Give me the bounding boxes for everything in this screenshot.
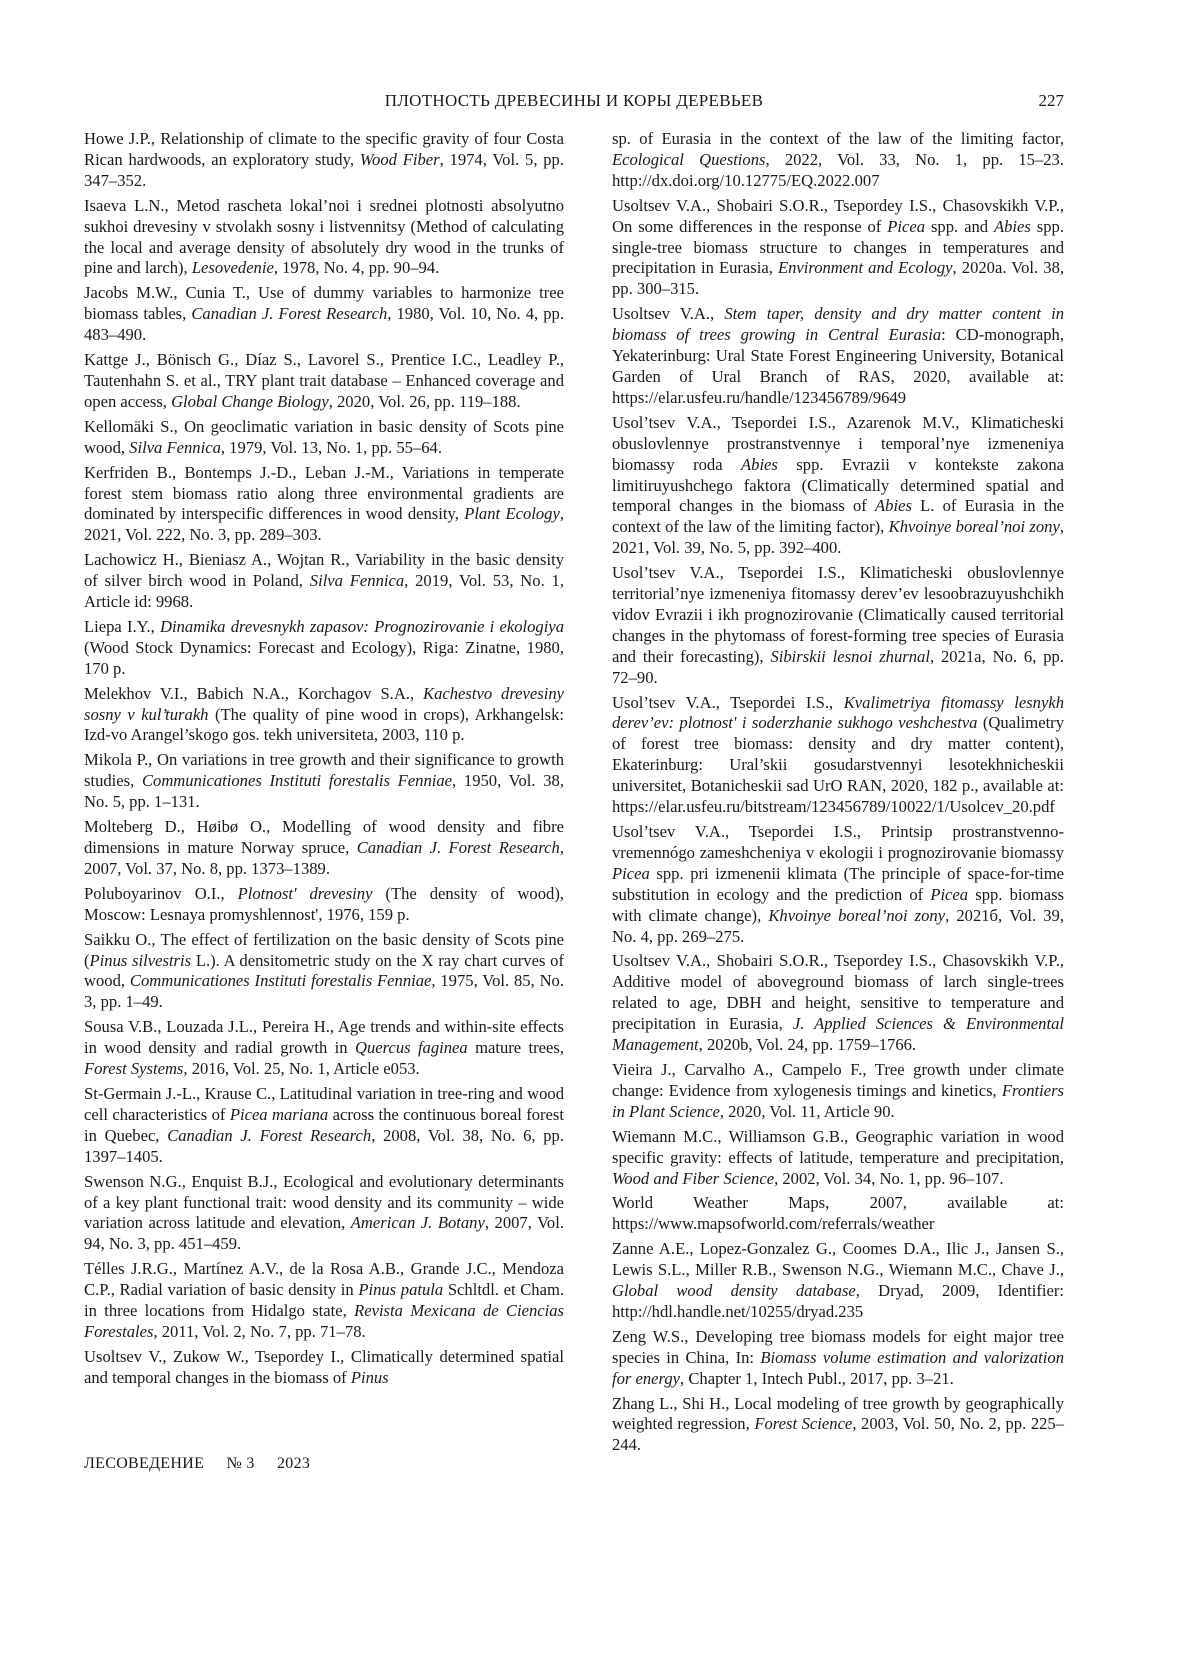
reference-italic-text: Forest Science bbox=[754, 1414, 852, 1433]
reference-text: , 2002, Vol. 34, No. 1, pp. 96–107. bbox=[774, 1169, 1003, 1188]
reference-text: Usol’tsev V.A., Tsepordei I.S., Azarenok M.V., Klimaticheski obuslovlennye prostranstvennye i temporal’nye izmeneniya biomassy roda bbox=[612, 413, 1064, 474]
reference-text: Usoltsev V., Zukow W., Tsepordey I., Climatically determined spatial and temporal changes in the biomass of bbox=[84, 1347, 564, 1387]
reference-text: across the continuous boreal forest in Quebec, bbox=[84, 1105, 564, 1145]
reference-entry bbox=[84, 463, 564, 547]
reference-text: Liepa I.Y., bbox=[84, 617, 160, 636]
reference-italic-text: Abies bbox=[741, 455, 778, 474]
reference-italic-text: Communicationes Instituti forestalis Fenniae bbox=[142, 771, 452, 790]
reference-entry bbox=[612, 693, 1064, 818]
reference-text: : CD-monograph, Yekaterinburg: Ural State Forest Engineering University, Botanical Garden of Ural Branch of RAS, 2020, available at: https://elar.usfeu.ru/handle/123456789/9649 bbox=[612, 325, 1064, 407]
reference-text: sp. of Eurasia in the context of the law of the limiting factor, bbox=[612, 129, 1064, 148]
reference-text: L. of Eurasia in the context of the law of the limiting factor), bbox=[612, 496, 1064, 536]
reference-text: mature trees, bbox=[468, 1038, 564, 1057]
reference-text: , 2020a. Vol. 38, pp. 300–315. bbox=[612, 258, 1064, 298]
reference-italic-text: Plotnost' drevesiny bbox=[238, 884, 373, 903]
reference-italic-text: Picea bbox=[887, 217, 925, 236]
reference-text: Zhang L., Shi H., Local modeling of tree growth by geographically weighted regression, bbox=[612, 1394, 1064, 1434]
footer bbox=[84, 1455, 328, 1473]
reference-text: spp. Evrazii v kontekste zakona limitiruyushchego faktora (Climatically determined spatial and temporal changes in the biomass of bbox=[612, 455, 1064, 516]
reference-text: Kattge J., Bönisch G., Díaz S., Lavorel S., Prentice I.C., Leadley P., Tautenhahn S. et al., TRY plant trait database – Enhanced coverage and open access, bbox=[84, 350, 564, 411]
running-title: ПЛОТНОСТЬ ДРЕВЕСИНЫ И КОРЫ ДЕРЕВЬЕВ bbox=[84, 91, 1064, 111]
reference-text: Télles J.R.G., Martínez A.V., de la Rosa A.B., Grande J.C., Mendoza C.P., Radial variation of basic density in bbox=[84, 1259, 564, 1299]
reference-text: spp. and bbox=[925, 217, 994, 236]
reference-entry bbox=[84, 684, 564, 747]
reference-text: , 2022, Vol. 33, No. 1, pp. 15–23. http://dx.doi.org/10.12775/EQ.2022.007 bbox=[612, 150, 1064, 190]
reference-text: , 2007, Vol. 37, No. 8, pp. 1373–1389. bbox=[84, 838, 564, 878]
reference-text: , 2020, Vol. 26, pp. 119–188. bbox=[329, 392, 521, 411]
reference-entry bbox=[84, 1259, 564, 1343]
reference-italic-text: Plant Ecology bbox=[464, 504, 560, 523]
reference-italic-text: Wood and Fiber Science bbox=[612, 1169, 774, 1188]
reference-text: , 2021, Vol. 222, No. 3, pp. 289–303. bbox=[84, 504, 564, 544]
reference-entry bbox=[612, 1193, 1064, 1235]
reference-text: , 1980, Vol. 10, No. 4, pp. 483–490. bbox=[84, 304, 564, 344]
reference-text: Usoltsev V.A., bbox=[612, 304, 724, 323]
reference-text: , 2011, Vol. 2, No. 7, pp. 71–78. bbox=[153, 1322, 365, 1341]
reference-text: Jacobs M.W., Cunia T., Use of dummy variables to harmonize tree biomass tables, bbox=[84, 283, 564, 323]
reference-italic-text: Silva Fennica bbox=[129, 438, 221, 457]
page-number: 227 bbox=[1039, 91, 1065, 111]
reference-entry bbox=[84, 1347, 564, 1389]
reference-italic-text: Biomass volume estimation and valorization for energy bbox=[612, 1348, 1064, 1388]
reference-text: Usoltsev V.A., Shobairi S.O.R., Tsepordey I.S., Chasovskikh V.P., On some differences in the response of bbox=[612, 196, 1064, 236]
reference-entry bbox=[84, 617, 564, 680]
reference-text: Schltdl. et Cham. in three locations from Hidalgo state, bbox=[84, 1280, 564, 1320]
reference-text: Zeng W.S., Developing tree biomass models for eight major tree species in China, In: bbox=[612, 1327, 1064, 1367]
reference-text: , 2019, Vol. 53, No. 1, Article id: 9968. bbox=[84, 571, 564, 611]
reference-italic-text: Ecological Questions bbox=[612, 150, 765, 169]
reference-italic-text: Wood Fiber bbox=[360, 150, 440, 169]
reference-text: World Weather Maps, 2007, available at: https://www.mapsofworld.com/referrals/weather bbox=[612, 1193, 1064, 1233]
reference-italic-text: Global Change Biology bbox=[171, 392, 329, 411]
reference-text: Molteberg D., Høibø O., Modelling of wood density and fibre dimensions in mature Norway spruce, bbox=[84, 817, 564, 857]
journal-issue: № 3 bbox=[226, 1455, 254, 1472]
reference-italic-text: Frontiers in Plant Science bbox=[612, 1081, 1064, 1121]
reference-entry bbox=[612, 413, 1064, 559]
reference-entry bbox=[612, 1127, 1064, 1190]
reference-text: (Wood Stock Dynamics: Forecast and Ecology), Riga: Zinatne, 1980, 170 p. bbox=[84, 638, 564, 678]
reference-text: Poluboyarinov O.I., bbox=[84, 884, 238, 903]
reference-entry bbox=[84, 1172, 564, 1256]
reference-entry bbox=[84, 1017, 564, 1080]
reference-text: , 2008, Vol. 38, No. 6, pp. 1397–1405. bbox=[84, 1126, 564, 1166]
reference-text: , 1979, Vol. 13, No. 1, pp. 55–64. bbox=[221, 438, 442, 457]
reference-italic-text: Pinus silvestris bbox=[90, 951, 192, 970]
reference-italic-text: Pinus bbox=[351, 1368, 389, 1387]
reference-italic-text: Abies bbox=[875, 496, 912, 515]
reference-entry bbox=[84, 884, 564, 926]
references-right-column bbox=[612, 129, 1064, 1460]
reference-text: , 2020b, Vol. 24, pp. 1759–1766. bbox=[699, 1035, 916, 1054]
reference-text: Usol’tsev V.A., Tsepordei I.S., bbox=[612, 693, 844, 712]
reference-italic-text: Kvalimetriya fitomassy lesnykh derev’ev: plotnost' i soderzhanie sukhogo veshchestva bbox=[612, 693, 1064, 733]
reference-text: Usol’tsev V.A., Tsepordei I.S., Printsip prostranstvenno-vremennógo zameshcheniya v ekologii i prognozirovanie biomassy bbox=[612, 822, 1064, 862]
reference-entry bbox=[612, 1327, 1064, 1390]
reference-entry bbox=[612, 304, 1064, 409]
reference-text: , 1950, Vol. 38, No. 5, pp. 1–131. bbox=[84, 771, 564, 811]
journal-year: 2023 bbox=[277, 1455, 310, 1472]
reference-text: , 2021б, Vol. 39, No. 4, pp. 269–275. bbox=[612, 906, 1064, 946]
reference-entry bbox=[84, 750, 564, 813]
reference-entry bbox=[612, 1060, 1064, 1123]
reference-entry bbox=[612, 1394, 1064, 1457]
reference-text: Vieira J., Carvalho A., Campelo F., Tree growth under climate change: Evidence from xylogenesis timings and kinetics, bbox=[612, 1060, 1064, 1100]
reference-text: St-Germain J.-L., Krause C., Latitudinal variation in tree-ring and wood cell characteristics of bbox=[84, 1084, 564, 1124]
reference-text: Swenson N.G., Enquist B.J., Ecological and evolutionary determinants of a key plant functional trait: wood density and its community – wide variation across latitude and elevation, bbox=[84, 1172, 564, 1233]
reference-italic-text: American J. Botany bbox=[351, 1213, 485, 1232]
reference-text: , 2007, Vol. 94, No. 3, pp. 451–459. bbox=[84, 1213, 564, 1253]
reference-text: L.). A densitometric study on the X ray chart curves of wood, bbox=[84, 951, 564, 991]
reference-entry bbox=[84, 817, 564, 880]
reference-text: Saikku O., The effect of fertilization on the basic density of Scots pine ( bbox=[84, 930, 564, 970]
reference-text: Mikola P., On variations in tree growth and their significance to growth studies, bbox=[84, 750, 564, 790]
journal-name: ЛЕСОВЕДЕНИЕ bbox=[84, 1455, 204, 1472]
reference-text: (The density of wood), Moscow: Lesnaya promyshlennost', 1976, 159 p. bbox=[84, 884, 564, 924]
reference-text: , 1974, Vol. 5, pp. 347–352. bbox=[84, 150, 564, 190]
reference-italic-text: Canadian J. Forest Research bbox=[191, 304, 387, 323]
reference-entry bbox=[84, 550, 564, 613]
reference-italic-text: Picea bbox=[612, 864, 650, 883]
reference-entry bbox=[84, 930, 564, 1014]
reference-text: , 1978, No. 4, pp. 90–94. bbox=[274, 258, 439, 277]
reference-italic-text: Canadian J. Forest Research bbox=[167, 1126, 371, 1145]
reference-text: , Chapter 1, Intech Publ., 2017, pp. 3–21. bbox=[680, 1369, 954, 1388]
reference-entry bbox=[612, 129, 1064, 192]
reference-text: Kellomäki S., On geoclimatic variation in basic density of Scots pine wood, bbox=[84, 417, 564, 457]
reference-text: Howe J.P., Relationship of climate to the specific gravity of four Costa Rican hardwoods, an exploratory study, bbox=[84, 129, 564, 169]
reference-text: spp. biomass with climate change), bbox=[612, 885, 1064, 925]
reference-text: , Dryad, 2009, Identifier: http://hdl.handle.net/10255/dryad.235 bbox=[612, 1281, 1064, 1321]
reference-entry bbox=[84, 1084, 564, 1168]
reference-entry bbox=[84, 417, 564, 459]
reference-italic-text: J. Applied Sciences & Environmental Management bbox=[612, 1014, 1064, 1054]
reference-text: , 2020, Vol. 11, Article 90. bbox=[720, 1102, 895, 1121]
reference-entry bbox=[612, 1239, 1064, 1323]
reference-text: spp. pri izmenenii klimata (The principle of space-for-time substitution in ecology and the prediction of bbox=[612, 864, 1064, 904]
reference-text: , 1975, Vol. 85, No. 3, pp. 1–49. bbox=[84, 971, 564, 1011]
reference-text: , 2021, Vol. 39, No. 5, pp. 392–400. bbox=[612, 517, 1064, 557]
reference-entry bbox=[612, 196, 1064, 301]
reference-italic-text: Quercus faginea bbox=[355, 1038, 468, 1057]
reference-italic-text: Silva Fennica bbox=[310, 571, 404, 590]
reference-text: , 2003, Vol. 50, No. 2, pp. 225–244. bbox=[612, 1414, 1064, 1454]
reference-entry bbox=[84, 129, 564, 192]
reference-italic-text: Stem taper, density and dry matter content in biomass of trees growing in Central Eurasia bbox=[612, 304, 1064, 344]
running-head bbox=[84, 91, 1064, 115]
reference-text: Isaeva L.N., Metod rascheta lokal’noi i srednei plotnosti absolyutno sukhoi drevesiny v stvolakh sosny i listvennitsy (Method of calculating the local and average density of absolutely dry wood in the trunks of pine and larch), bbox=[84, 196, 564, 278]
reference-italic-text: Global wood density database bbox=[612, 1281, 856, 1300]
references-left-column bbox=[84, 129, 564, 1393]
reference-text: , 2021a, No. 6, pp. 72–90. bbox=[612, 647, 1064, 687]
reference-entry bbox=[84, 283, 564, 346]
reference-entry bbox=[612, 822, 1064, 947]
reference-entry bbox=[612, 563, 1064, 688]
reference-italic-text: Kachestvo drevesiny sosny v kul’turakh bbox=[84, 684, 564, 724]
reference-entry bbox=[84, 350, 564, 413]
reference-italic-text: Khvoinye boreal’noi zony bbox=[889, 517, 1060, 536]
reference-italic-text: Khvoinye boreal’noi zony bbox=[768, 906, 945, 925]
reference-italic-text: Pinus patula bbox=[358, 1280, 443, 1299]
reference-text: , 2016, Vol. 25, No. 1, Article e053. bbox=[183, 1059, 419, 1078]
reference-text: Lachowicz H., Bieniasz A., Wojtan R., Variability in the basic density of silver birch wood in Poland, bbox=[84, 550, 564, 590]
reference-italic-text: Environment and Ecology bbox=[778, 258, 953, 277]
reference-text: Kerfriden B., Bontemps J.-D., Leban J.-M., Variations in temperate forest stem biomass ratio along three environmental gradients are dominated by interspecific differences in wood density, bbox=[84, 463, 564, 524]
reference-text: Usoltsev V.A., Shobairi S.O.R., Tsepordey I.S., Chasovskikh V.P., Additive model of aboveground biomass of larch single-trees related to age, DBH and height, sensitive to temperature and precipitation in Eurasia, bbox=[612, 951, 1064, 1033]
reference-text: Sousa V.B., Louzada J.L., Pereira H., Age trends and within-site effects in wood density and radial growth in bbox=[84, 1017, 564, 1057]
reference-text: (Qualimetry of forest tree biomass: density and dry matter content), Ekaterinburg: Ural’skii gosudarstvennyi lesotekhnicheskii universitet, Botanicheskii sad UrO RAN, 2020, 182 p., available at: https://elar.usfeu.ru/bitstream/123456789/10022/1/Usolcev_20.pdf bbox=[612, 713, 1064, 816]
reference-italic-text: Lesovedenie bbox=[192, 258, 274, 277]
reference-entry bbox=[84, 196, 564, 280]
reference-text: Wiemann M.C., Williamson G.B., Geographic variation in wood specific gravity: effects of latitude, temperature and precipitation, bbox=[612, 1127, 1064, 1167]
reference-text: Zanne A.E., Lopez-Gonzalez G., Coomes D.A., Ilic J., Jansen S., Lewis S.L., Miller R.B., Swenson N.G., Wiemann M.C., Chave J., bbox=[612, 1239, 1064, 1279]
reference-italic-text: Forest Systems bbox=[84, 1059, 183, 1078]
reference-italic-text: Abies bbox=[994, 217, 1031, 236]
reference-italic-text: Dinamika drevesnykh zapasov: Prognozirovanie i ekologiya bbox=[160, 617, 564, 636]
reference-entry bbox=[612, 951, 1064, 1056]
reference-italic-text: Picea mariana bbox=[230, 1105, 328, 1124]
reference-text: Melekhov V.I., Babich N.A., Korchagov S.A., bbox=[84, 684, 423, 703]
reference-italic-text: Communicationes Instituti forestalis Fenniae bbox=[130, 971, 432, 990]
reference-italic-text: Picea bbox=[930, 885, 968, 904]
reference-text: (The quality of pine wood in crops), Arkhangelsk: Izd-vo Arangel’skogo gos. tekh universiteta, 2003, 110 p. bbox=[84, 705, 564, 745]
reference-italic-text: Canadian J. Forest Research bbox=[357, 838, 560, 857]
reference-italic-text: Sibirskii lesnoi zhurnal bbox=[770, 647, 929, 666]
reference-italic-text: Revista Mexicana de Ciencias Forestales bbox=[84, 1301, 564, 1341]
reference-text: Usol’tsev V.A., Tsepordei I.S., Klimaticheski obuslovlennye territorial’nye izmeneniya fitomassy derev’ev lesoobrazuyushchikh vidov Evrazii i ikh prognozirovanie (Climatically caused territorial changes in the phytomass of forest-forming tree species of Eurasia and their forecasting), bbox=[612, 563, 1064, 666]
reference-text: spp. single-tree biomass structure to changes in temperatures and precipitation in Eurasia, bbox=[612, 217, 1064, 278]
